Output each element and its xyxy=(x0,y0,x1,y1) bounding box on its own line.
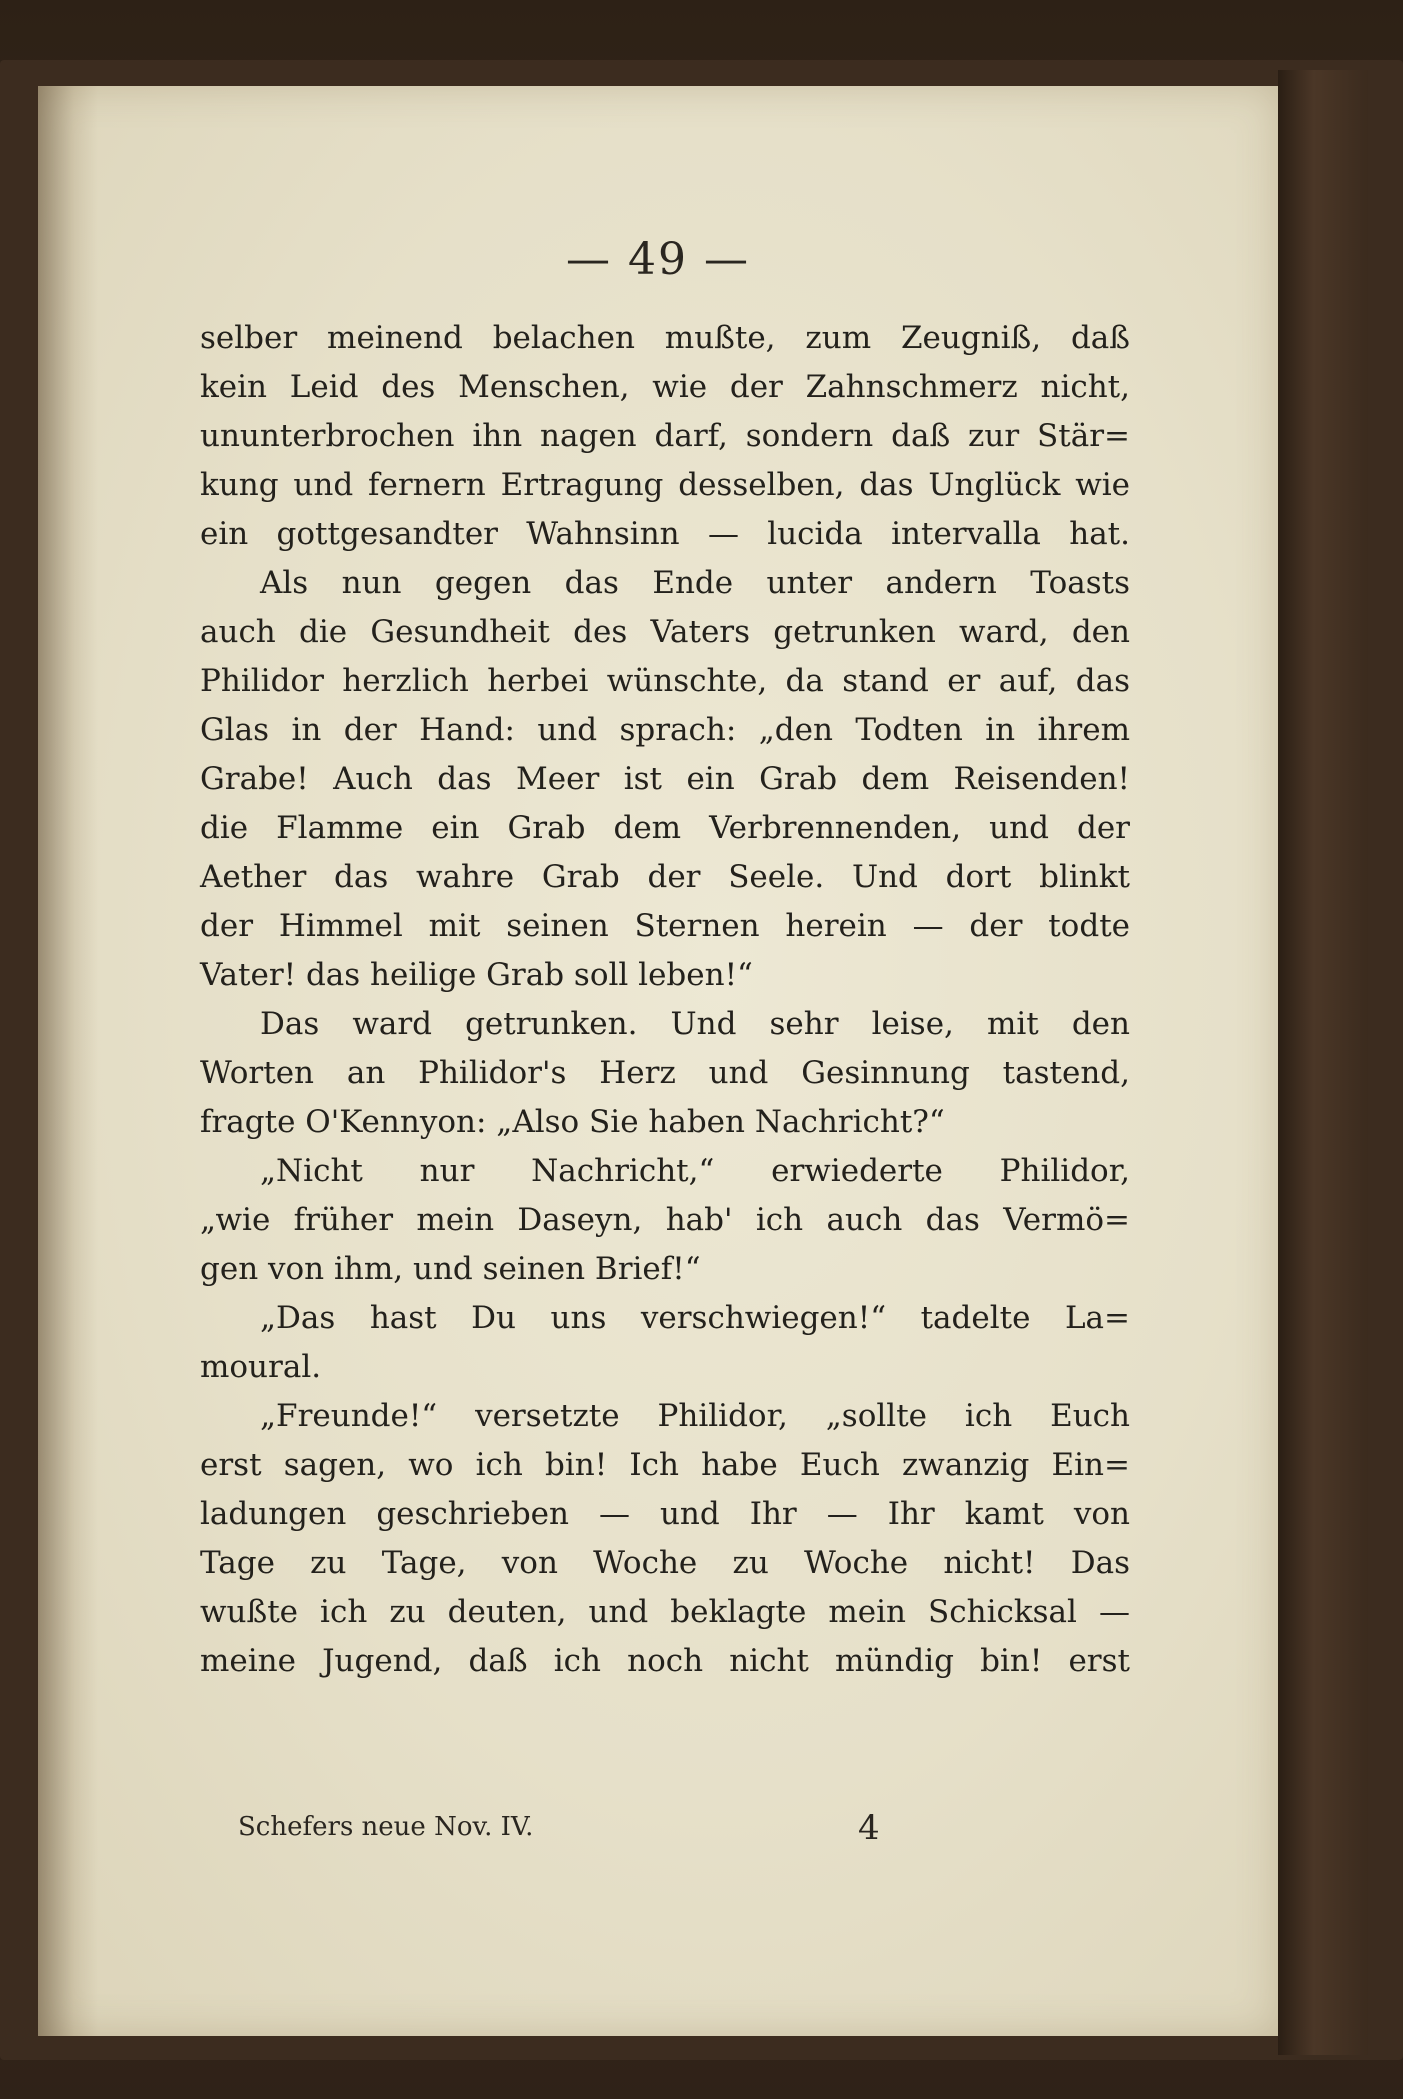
text-line: Worten an Philidor's Herz und Gesinnung tastend, xyxy=(200,1055,1130,1091)
footer-signature: 4 xyxy=(858,1808,880,1848)
page-footer xyxy=(238,1808,938,1848)
text-line: „Freunde!“ versetzte Philidor, „sollte ich Euch xyxy=(260,1398,1130,1434)
text-line: Als nun gegen das Ende unter andern Toasts xyxy=(260,565,1130,601)
text-line: wußte ich zu deuten, und beklagte mein Schicksal — xyxy=(200,1594,1130,1630)
text-line: „wie früher mein Daseyn, hab' ich auch das Vermö= xyxy=(200,1202,1130,1238)
text-line: meine Jugend, daß ich noch nicht mündig bin! erst xyxy=(200,1643,1130,1679)
text-line: moural. xyxy=(200,1349,322,1385)
book-page xyxy=(38,86,1278,2036)
text-line: ununterbrochen ihn nagen darf, sondern daß zur Stär= xyxy=(200,418,1130,454)
footer-source: Schefers neue Nov. IV. xyxy=(238,1812,534,1842)
text-line: die Flamme ein Grab dem Verbrennenden, und der xyxy=(200,810,1130,846)
text-line: Aether das wahre Grab der Seele. Und dort blinkt xyxy=(200,859,1130,895)
text-line: Vater! das heilige Grab soll leben!“ xyxy=(200,957,753,993)
book-board-right xyxy=(1278,70,1368,2055)
text-line: „Nicht nur Nachricht,“ erwiederte Philidor, xyxy=(260,1153,1130,1189)
text-line: Tage zu Tage, von Woche zu Woche nicht! Das xyxy=(200,1545,1130,1581)
text-line: ein gottgesandter Wahnsinn — lucida intervalla hat. xyxy=(200,516,1130,552)
text-line: kung und fernern Ertragung desselben, das Unglück wie xyxy=(200,467,1130,503)
page-gutter-shadow xyxy=(38,86,98,2036)
text-line: Philidor herzlich herbei wünschte, da stand er auf, das xyxy=(200,663,1130,699)
text-line: auch die Gesundheit des Vaters getrunken ward, den xyxy=(200,614,1130,650)
text-line: ladungen geschrieben — und Ihr — Ihr kamt von xyxy=(200,1496,1130,1532)
text-line: gen von ihm, und seinen Brief!“ xyxy=(200,1251,701,1287)
text-line: Grabe! Auch das Meer ist ein Grab dem Reisenden! xyxy=(200,761,1130,797)
text-line: „Das hast Du uns verschwiegen!“ tadelte La= xyxy=(260,1300,1130,1336)
page-body xyxy=(200,314,1130,1686)
text-line: selber meinend belachen mußte, zum Zeugniß, daß xyxy=(200,320,1130,356)
text-line: Das ward getrunken. Und sehr leise, mit den xyxy=(260,1006,1130,1042)
page-number: — 49 — xyxy=(566,234,750,285)
text-line: kein Leid des Menschen, wie der Zahnschmerz nicht, xyxy=(200,369,1130,405)
text-line: Glas in der Hand: und sprach: „den Todten in ihrem xyxy=(200,712,1130,748)
text-line: fragte O'Kennyon: „Also Sie haben Nachricht?“ xyxy=(200,1104,945,1140)
text-line: erst sagen, wo ich bin! Ich habe Euch zwanzig Ein= xyxy=(200,1447,1130,1483)
text-line: der Himmel mit seinen Sternen herein — der todte xyxy=(200,908,1130,944)
